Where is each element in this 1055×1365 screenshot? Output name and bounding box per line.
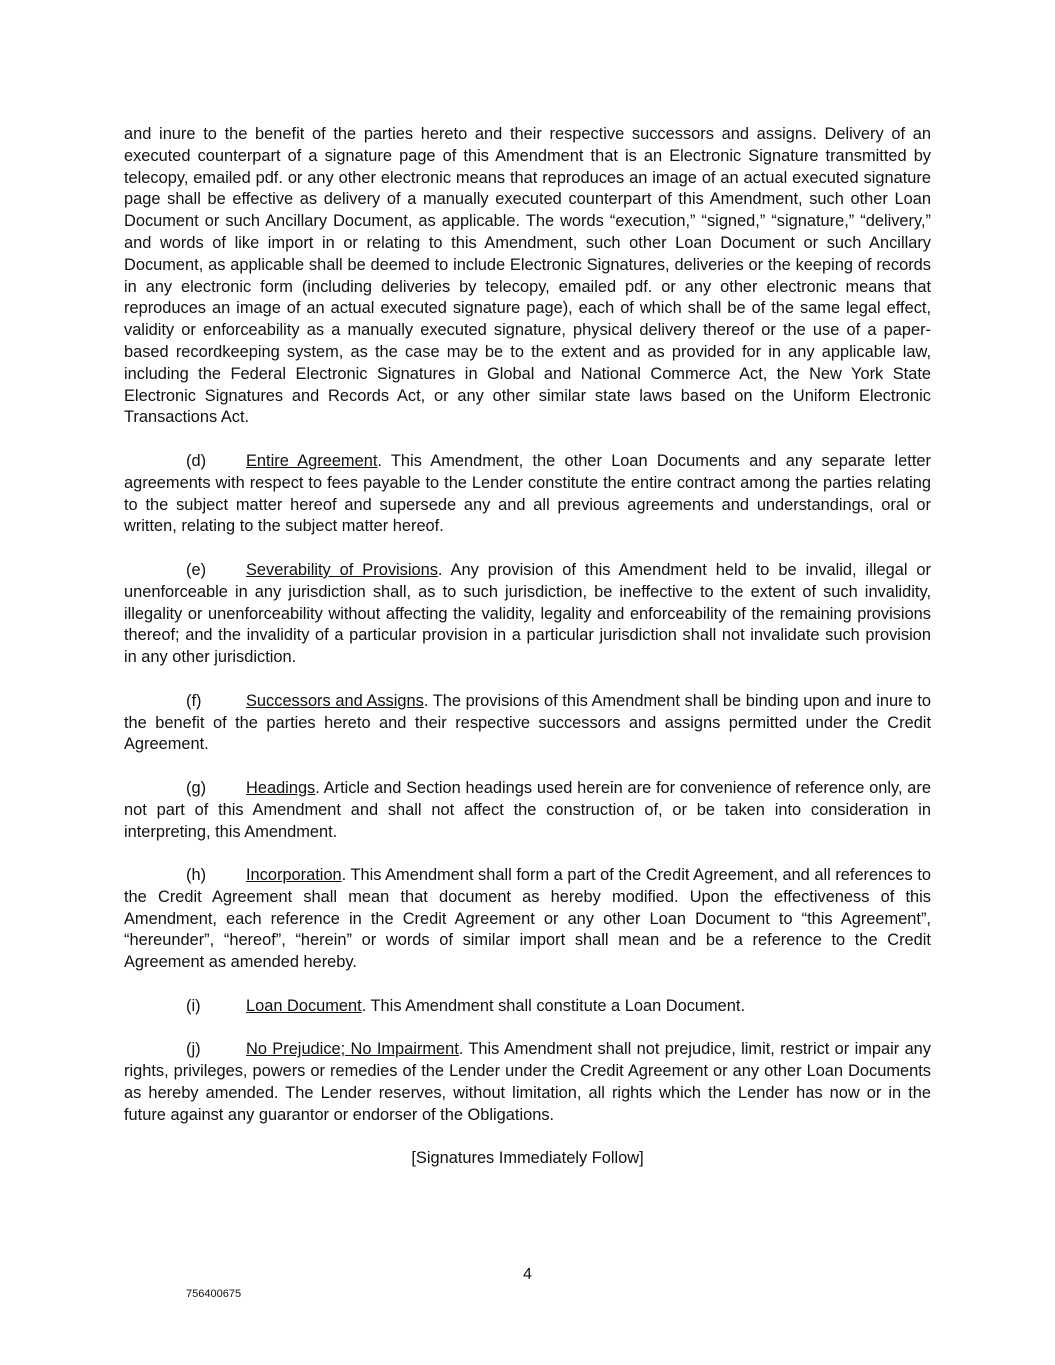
section-caption: Incorporation xyxy=(246,866,342,885)
section-caption: Entire Agreement xyxy=(246,451,378,470)
section-text: . The provisions of this Amendment shall be binding upon and inure to the benefit of the parties hereto and their respective successors and assigns permitted under the Credit Agreement. xyxy=(124,691,932,754)
section-number: (g) xyxy=(186,778,207,797)
section-number: (i) xyxy=(186,996,201,1015)
document-id: 756400675 xyxy=(186,1288,242,1300)
page-number: 4 xyxy=(523,1266,532,1283)
document-page xyxy=(124,124,931,1170)
section-d xyxy=(124,451,931,538)
section-text: . Any provision of this Amendment held to be invalid, illegal or unenforceable in any jurisdiction shall, as to such jurisdiction, be ineffective to the extent of such invalidity, illegality or unenforceability without affecting the validity, legality and enforceability of the remaining provisions thereof; and the invalidity of a particular provision in a particular jurisdiction shall not invalidate such provision in any other jurisdiction. xyxy=(124,560,931,667)
section-text: . This Amendment shall not prejudice, limit, restrict or impair any rights, privileges, powers or remedies of the Lender under the Credit Agreement or any other Loan Documents as hereby amended. The Lender reserves, without limitation, all rights which the Lender has now or in the future against any guarantor or endorser of the Obligations. xyxy=(124,1040,931,1124)
section-i xyxy=(124,996,931,1018)
section-f xyxy=(124,691,931,756)
section-g xyxy=(124,778,931,843)
section-caption: Loan Document xyxy=(246,996,362,1015)
section-number: (h) xyxy=(186,866,207,885)
section-number: (e) xyxy=(186,560,207,579)
section-e xyxy=(124,560,931,669)
section-text: . This Amendment shall constitute a Loan Document. xyxy=(361,996,746,1015)
section-text: . Article and Section headings used herein are for convenience of reference only, are not part of this Amendment and shall not affect the construction of, or be taken into consideration in interpreting, this Amendment. xyxy=(124,778,931,841)
section-caption: Successors and Assigns xyxy=(246,691,424,710)
section-h xyxy=(124,865,931,974)
section-caption: Severability of Provisions xyxy=(246,560,438,579)
section-caption: No Prejudice; No Impairment xyxy=(246,1040,459,1059)
section-number: (j) xyxy=(186,1040,201,1059)
section-j xyxy=(124,1039,931,1126)
section-text: . This Amendment, the other Loan Documents and any separate letter agreements with respect to fees payable to the Lender constitute the entire contract among the parties relating to the subject matter hereof and supersede any and all previous agreements and understandings, oral or written, relating to the subject matter hereof. xyxy=(124,451,931,536)
signatures-follow-note: [Signatures Immediately Follow] xyxy=(411,1149,644,1168)
section-caption: Headings xyxy=(246,778,316,797)
section-text: . This Amendment shall form a part of the Credit Agreement, and all references to the Credit Agreement shall mean that document as hereby modified. Upon the effectiveness of this Amendment, each reference in the Credit Agreement or any other Loan Document to “this Agreement”, “hereunder”, “hereof”, “herein” or words of similar import shall mean and be a reference to the Credit Agreement as amended hereby. xyxy=(124,866,931,972)
intro-paragraph: and inure to the benefit of the parties hereto and their respective successors and assigns. Delivery of an executed counterpart of a signature page of this Amendment that is an Electronic Signature transmitted by telecopy, emailed pdf. or any other electronic means that reproduces an image of an actual executed signature page shall be effective as delivery of a manually executed counterpart of this Amendment, such other Loan Document or such Ancillary Document, as applicable. The words “execution,” “signed,” “signature,” “delivery,” and words of like import in or relating to this Amendment, such other Loan Document or such Ancillary Document, as applicable shall be deemed to include Electronic Signatures, deliveries or the keeping of records in any electronic form (including deliveries by telecopy, emailed pdf. or any other electronic means that reproduces an image of an actual executed signature page), each of which shall be of the same legal effect, validity or enforceability as a manually executed signature, physical delivery thereof or the use of a paper-based recordkeeping system, as the case may be to the extent and as provided for in any applicable law, including the Federal Electronic Signatures in Global and National Commerce Act, the New York State Electronic Signatures and Records Act, or any other similar state laws based on the Uniform Electronic Transactions Act. xyxy=(124,125,931,427)
section-number: (d) xyxy=(186,451,207,470)
section-number: (f) xyxy=(186,691,202,710)
